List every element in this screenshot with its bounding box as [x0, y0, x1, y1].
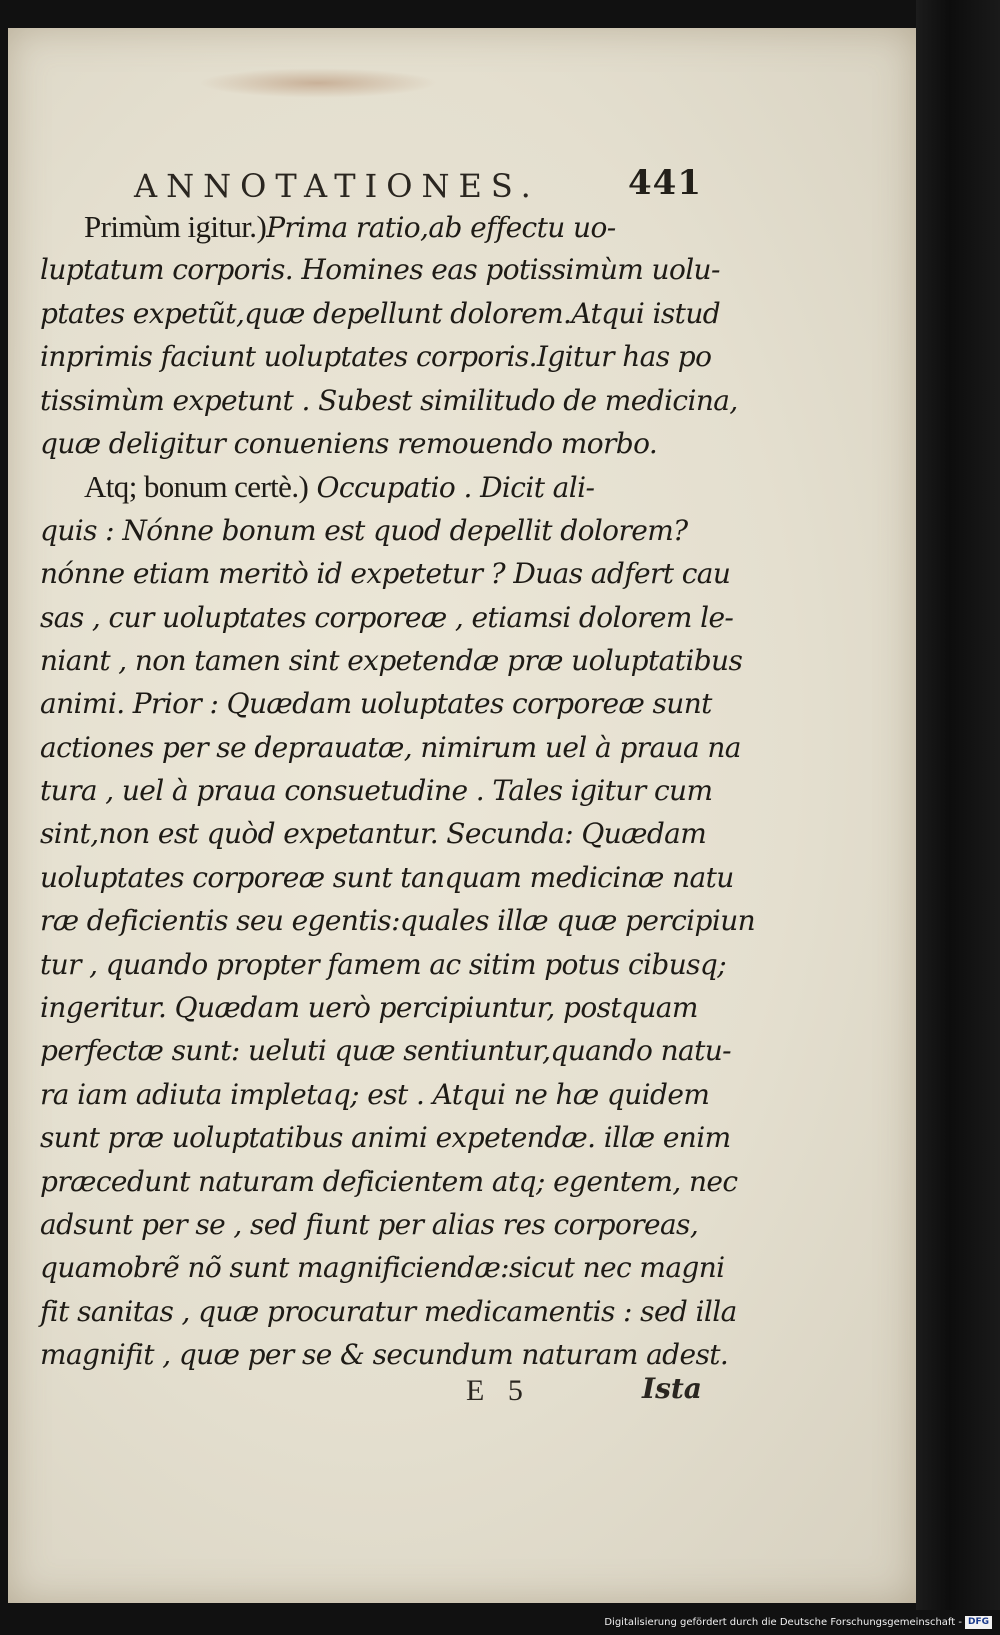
text-line: sint,non est quòd expetantur. Secunda: Quædam — [40, 817, 707, 851]
text-line: inprimis faciunt uoluptates corporis.Igitur has po — [40, 340, 712, 374]
text-line: actiones per se deprauatæ, nimirum uel à praua na — [40, 730, 741, 764]
credit-text: Digitalisierung gefördert durch die Deutsche Forschungsgemeinschaft - — [604, 1617, 962, 1628]
text-line: quamobrẽ nõ sunt magnificiendæ:sicut nec magni — [40, 1251, 725, 1285]
text-line: tura , uel à praua consuetudine . Tales igitur cum — [40, 774, 713, 808]
catchword: Ista — [642, 1372, 702, 1405]
text-line: sas , cur uoluptates corporeæ , etiamsi dolorem le- — [40, 600, 734, 634]
lemma: Atq; bonum certè.) — [84, 469, 309, 505]
book-spine-shadow — [916, 0, 1000, 1610]
text-line: perfectæ sunt: ueluti quæ sentiuntur,quando natu- — [40, 1034, 732, 1068]
running-head: ANNOTATIONES. — [134, 167, 540, 205]
body-text — [40, 205, 756, 1377]
text-line: uoluptates corporeæ sunt tanquam medicinæ natu — [40, 860, 734, 894]
text-line — [40, 205, 692, 248]
digitization-credit — [604, 1616, 992, 1629]
text-line: sunt præ uoluptatibus animi expetendæ. illæ enim — [40, 1121, 731, 1155]
text-line: magnifit , quæ per se & secundum naturam adest. — [40, 1338, 729, 1372]
text-line: animi. Prior : Quædam uoluptates corporeæ sunt — [40, 687, 712, 721]
text-line: fit sanitas , quæ procuratur medicamentis : sed illa — [40, 1294, 737, 1328]
signature-mark: E 5 — [466, 1374, 531, 1407]
text-line: tur , quando propter famem ac sitim potus cibusq; — [40, 947, 727, 981]
text-line: nónne etiam meritò id expetetur ? Duas adfert cau — [40, 557, 731, 591]
text-line: adsunt per se , sed fiunt per alias res corporeas, — [40, 1207, 699, 1241]
text-line: tissimùm expetunt . Subest similitudo de medicina, — [40, 383, 738, 417]
text-line: luptatum corporis. Homines eas potissimùm uolu- — [40, 253, 720, 287]
text-line: quæ deligitur conueniens remouendo morbo. — [40, 426, 658, 460]
text-line: quis : Nónne bonum est quod depellit dolorem? — [40, 513, 688, 547]
text-line: ra iam adiuta impletaq; est . Atqui ne hæ quidem — [40, 1077, 710, 1111]
line-text: Occupatio . Dicit ali- — [316, 471, 595, 505]
page-stain — [198, 68, 438, 98]
text-line: niant , non tamen sint expetendæ præ uoluptatibus — [40, 643, 743, 677]
text-line: ptates expetũt,quæ depellunt dolorem.Atqui istud — [40, 296, 721, 330]
text-line: ingeritur. Quædam uerò percipiuntur, postquam — [40, 991, 698, 1025]
text-line: ræ deficientis seu egentis:quales illæ quæ percipiun — [40, 904, 756, 938]
lemma: Primùm igitur.) — [84, 209, 267, 244]
dfg-logo: DFG — [965, 1616, 992, 1629]
text-line — [40, 465, 692, 508]
page-number: 441 — [628, 163, 702, 203]
line-text: Prima ratio,ab effectu uo- — [266, 211, 616, 244]
text-line: præcedunt naturam deficientem atq; egentem, nec — [40, 1164, 738, 1198]
